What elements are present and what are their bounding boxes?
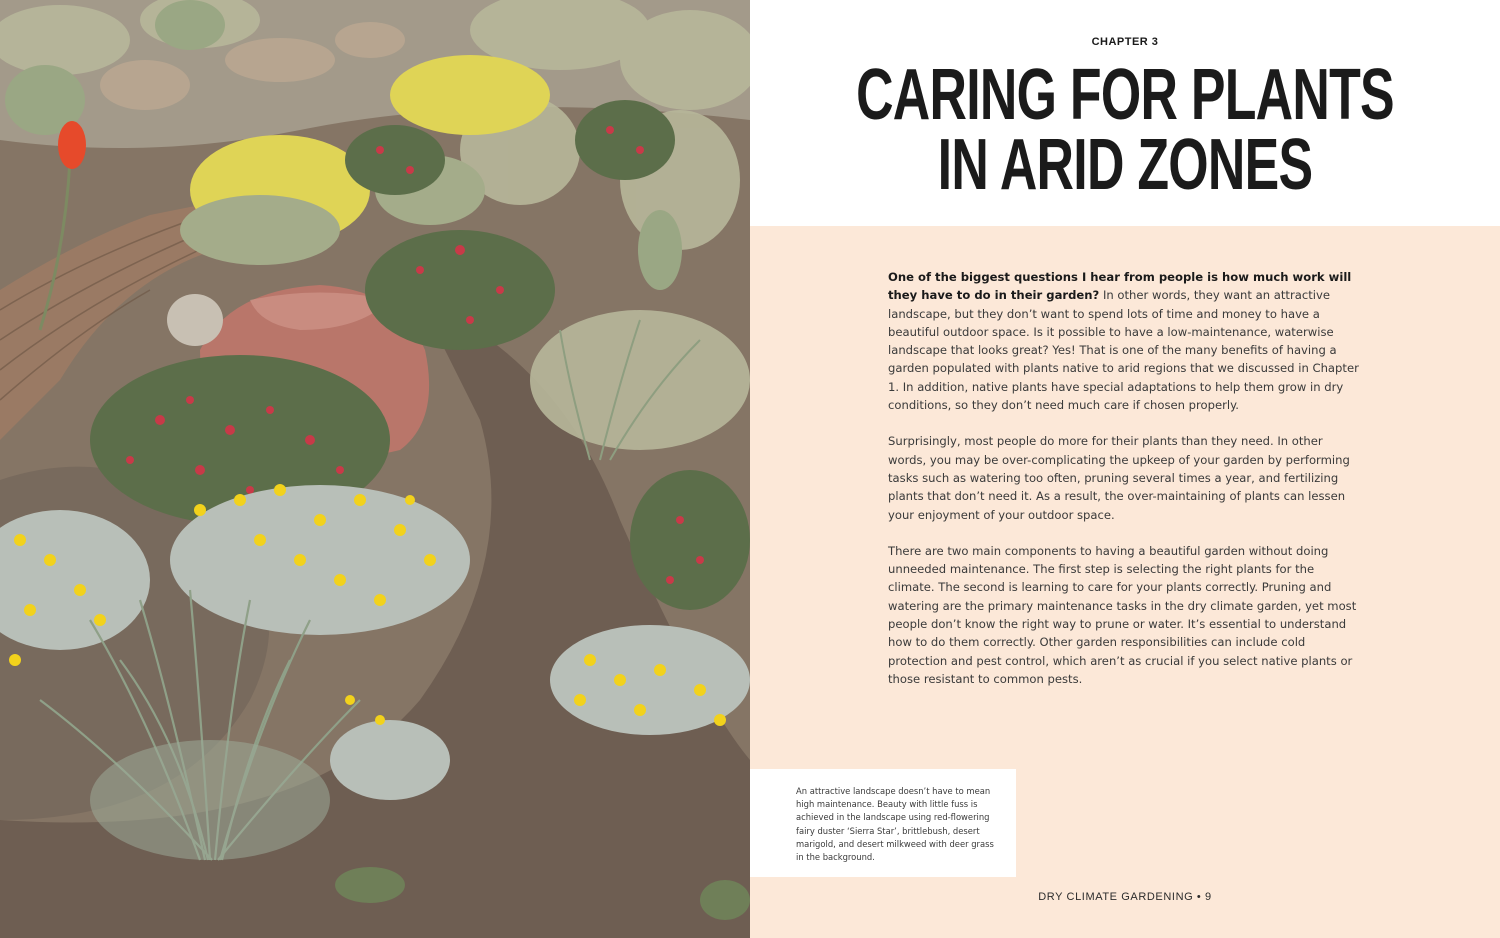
paragraph-3: There are two main components to having a beautiful garden without doing unneeded maintenance. The first step is selecting the right plants for the climate. The second is learning to care for your plants correctly. Pruning and watering are the primary maintenance tasks in the dry climate garden, yet most people don’t know the right way to prune or water. It’s essential to understand how to do them correctly. Other garden responsibilities can include cold protection and pest control, which aren’t as crucial if you select native plants or those resistant to common pests.	[888, 543, 1357, 686]
chapter-title-line-2: IN ARID ZONES	[937, 125, 1313, 205]
paragraph-1-rest: In other words, they want an attractive landscape, but they don’t want to spend lots of time and money to have a beautiful outdoor space. Is it possible to have a low-maintenance, waterwise landscape that looks great? Yes! That is one of the many benefits of having a garden populated with plants native to arid regions that we discussed in Chapter 1. In addition, native plants have special adaptations to help them grow in dry conditions, so they don’t need much care if chosen properly.	[888, 288, 1359, 413]
photo-caption: An attractive landscape doesn’t have to mean high maintenance. Beauty with little fuss is achieved in the landscape using red-flowering fairy duster ‘Sierra Star’, brittlebush, desert marigold, and desert milkweed with deer grass in the background.	[796, 786, 994, 863]
page-footer: DRY CLIMATE GARDENING • 9	[1038, 891, 1212, 903]
paragraph-1	[888, 268, 1360, 414]
paragraph-1-lead: One of the biggest questions I hear from people is how much work will they have to do in their garden?	[888, 270, 1352, 303]
body-text	[888, 268, 1360, 706]
paragraph-2: Surprisingly, most people do more for their plants than they need. In other words, you may be over-complicating the upkeep of your garden by performing tasks such as watering too often, pruning several times a year, and fertilizing plants that don’t need it. As a result, the over-maintaining of plants can lessen your enjoyment of your outdoor space.	[888, 434, 1350, 522]
chapter-title-line-1: CARING FOR PLANTS	[856, 55, 1394, 135]
chapter-title	[855, 55, 1395, 205]
photo-caption-box	[750, 769, 1016, 877]
chapter-label: CHAPTER 3	[1091, 36, 1159, 48]
